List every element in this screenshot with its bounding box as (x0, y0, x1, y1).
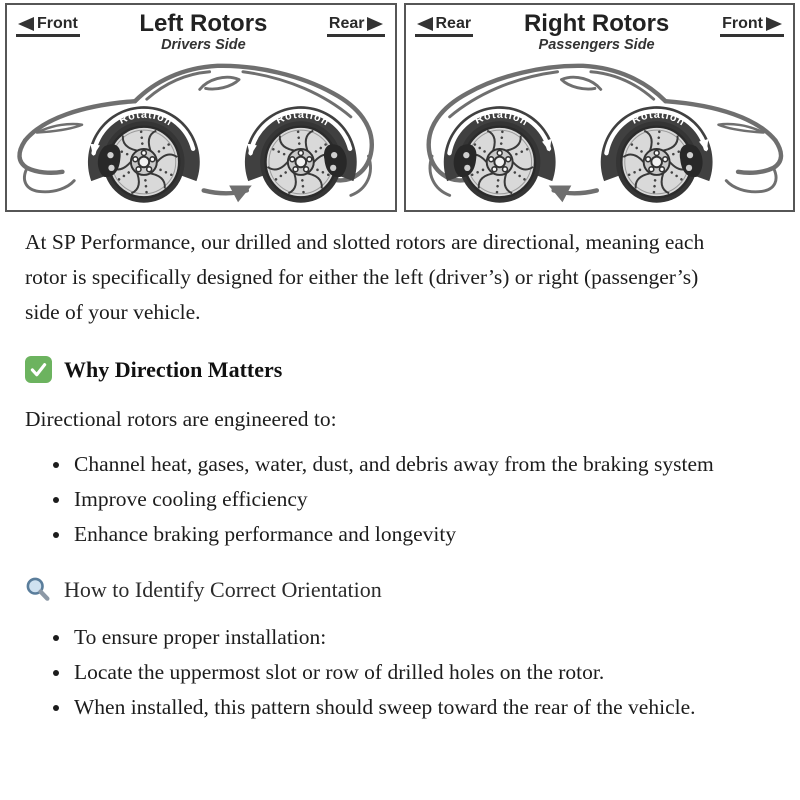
front-direction-label (16, 15, 80, 37)
magnifying-glass-icon (25, 576, 52, 603)
product-description (0, 225, 800, 725)
right-panel-header (406, 5, 794, 57)
right-rotors-panel (404, 3, 796, 212)
list-item: • To ensure proper installation: (72, 620, 732, 655)
identify-orientation-heading (25, 572, 732, 607)
list-item: • Improve cooling efficiency (72, 482, 732, 517)
panel-subtitle: Drivers Side (161, 37, 246, 53)
list-item: • When installed, this pattern should sweep toward the rear of the vehicle. (72, 690, 732, 725)
right-arrow-icon (766, 17, 782, 31)
rear-direction-label (415, 15, 474, 37)
heading-text: Why Direction Matters (64, 357, 283, 382)
panel-subtitle: Passengers Side (538, 37, 655, 53)
direction-text: Rear (328, 15, 365, 32)
left-arrow-icon (18, 17, 34, 31)
intro-paragraph: At SP Performance, our drilled and slotted rotors are directional, meaning each rotor is specifically designed for either the left (driver’s) or right (passenger’s) side of your vehicle. (25, 230, 705, 324)
panel-title: Right Rotors (523, 10, 670, 37)
left-panel-header (7, 5, 395, 57)
list-item: • Locate the uppermost slot or row of drilled holes on the rotor. (72, 655, 732, 690)
direction-text: Rear (435, 15, 472, 32)
left-arrow-icon (417, 17, 433, 31)
direction-text: Front (37, 15, 78, 32)
car-side-view-right-illustration (406, 58, 794, 212)
orientation-list (25, 620, 732, 725)
rotation-label: Rotation (274, 108, 332, 129)
left-rotors-panel (5, 3, 397, 212)
rotation-label: Rotation (117, 108, 175, 129)
rotation-label: Rotation (472, 108, 530, 129)
car-side-view-left-illustration (7, 58, 395, 212)
panel-titles (139, 11, 267, 53)
list-item: • Channel heat, gases, water, dust, and debris away from the braking system (72, 447, 732, 482)
rear-direction-label (327, 15, 386, 37)
check-mark-icon (25, 356, 52, 383)
why-direction-matters-heading (25, 352, 732, 387)
right-arrow-icon (367, 17, 383, 31)
rotation-label: Rotation (629, 108, 687, 129)
list-item: • Enhance braking performance and longevity (72, 517, 732, 552)
panel-titles (524, 11, 669, 53)
front-direction-label (720, 15, 784, 37)
direction-text: Front (722, 15, 763, 32)
benefits-list (25, 447, 732, 552)
panel-title: Left Rotors (139, 10, 268, 37)
rotor-direction-diagram (0, 0, 800, 212)
heading-text: How to Identify Correct Orientation (64, 577, 382, 602)
lead-paragraph: Directional rotors are engineered to: (25, 407, 337, 431)
